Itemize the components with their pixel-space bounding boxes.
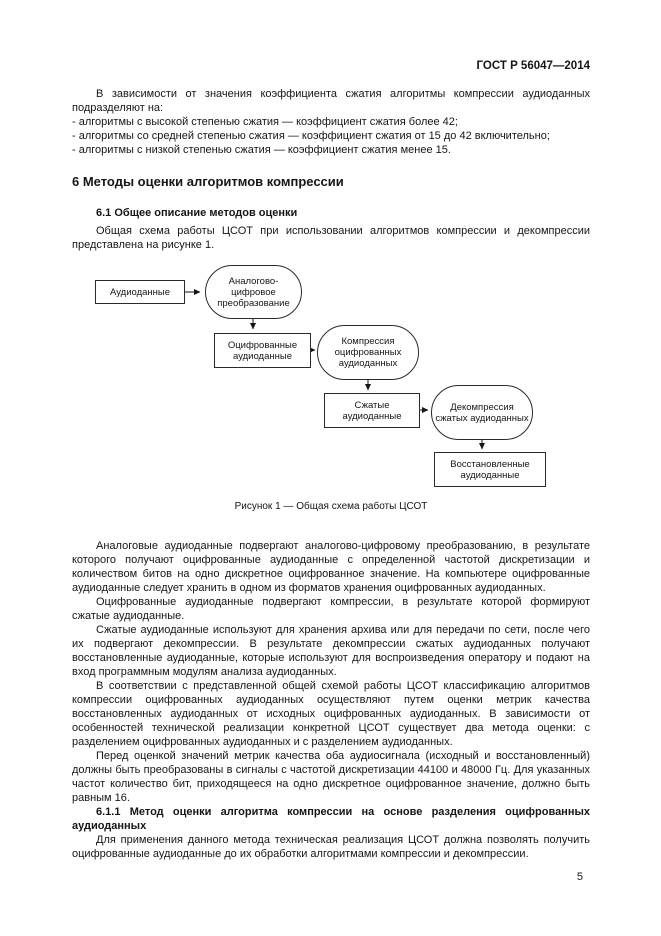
document-standard-number: ГОСТ Р 56047—2014 [476, 60, 590, 72]
section-6-1-1-paragraph: Для применения данного метода техническая реализация ЦСОТ должна позволять получить оцифрованные аудиоданные до их обработки алгоритмами компрессии и декомпрессии. [72, 834, 590, 860]
flow-node-audio-data [95, 280, 185, 304]
list-item-low-compression: - алгоритмы с низкой степенью сжатия — коэффициент сжатия менее 15. [72, 144, 451, 156]
body-text [72, 539, 590, 861]
section-6-title: 6 Методы оценки алгоритмов компрессии [72, 174, 344, 189]
flow-node-label: Оцифрованные аудиоданные [227, 339, 298, 362]
body-paragraph: Аналоговые аудиоданные подвергают аналогово-цифровому преобразованию, в результате которого получают оцифрованные аудиоданные с определенной частотой дискретизации и количеством битов на одно дискретное оцифрованное значение. На компьютере оцифрованные аудиоданные следует хранить в одном из форматов хранения оцифрованных аудиоданных. [72, 540, 590, 594]
flow-node-label: Восстановленные аудиоданные [450, 458, 530, 481]
flow-node-label: Компрессия оцифрованных аудиоданных [334, 336, 402, 369]
flow-node-digitized-data [214, 333, 311, 368]
flow-node-label: Аудиоданные [109, 286, 171, 298]
page-number: 5 [576, 871, 583, 883]
body-paragraph: В соответствии с представленной общей схемой работы ЦСОТ классификацию алгоритмов компрессии оцифрованных аудиоданных осуществляют путем оценки метрик качества восстановленных аудиоданных от исходных оцифрованных аудиоданных. В зависимости от особенностей технической реализации конкретной ЦСОТ существует два метода оценки: с разделением оцифрованных аудиоданных и с разделением аудиоданных. [72, 680, 590, 748]
section-6-1-intro: Общая схема работы ЦСОТ при использовании алгоритмов компрессии и декомпрессии представлена на рисунке 1. [72, 225, 590, 251]
flow-node-decompression [431, 385, 533, 440]
compression-classes-lead: В зависимости от значения коэффициента сжатия алгоритмы компрессии аудиоданных подразделяют на: [72, 88, 590, 114]
section-6-1-title: 6.1 Общее описание методов оценки [96, 207, 298, 219]
flow-node-label: Сжатые аудиоданные [342, 399, 402, 422]
flow-node-compressed-data [324, 393, 420, 428]
body-paragraph: Оцифрованные аудиоданные подвергают компрессии, в результате которой формируют сжатые аудиоданные. [72, 596, 590, 622]
list-item-medium-compression: - алгоритмы со средней степенью сжатия — коэффициент сжатия от 15 до 42 включительно; [72, 130, 550, 142]
figure-1-diagram [72, 263, 590, 489]
flow-node-adc [205, 265, 302, 319]
figure-1-caption: Рисунок 1 — Общая схема работы ЦСОТ [234, 501, 428, 512]
page-content [72, 60, 590, 861]
flow-node-restored-data [434, 452, 546, 487]
compression-classes-list [72, 115, 590, 157]
flow-node-label: Аналогово-цифровое преобразование [217, 275, 290, 309]
body-paragraph: Перед оценкой значений метрик качества оба аудиосигнала (исходный и восстановленный) должны быть преобразованы в сигналы с частотой дискретизации 44100 и 48000 Гц. Для указанных частот количество бит, приходящееся на одно дискретное оцифрованное значение, должно быть равным 16. [72, 750, 590, 804]
section-6-1-1-title: 6.1.1 Метод оценки алгоритма компрессии на основе разделения оцифрованных аудиоданных [72, 806, 590, 832]
flow-node-label: Декомпрессия сжатых аудиоданных [435, 401, 529, 424]
list-item-high-compression: - алгоритмы с высокой степенью сжатия — коэффициент сжатия более 42; [72, 116, 458, 128]
body-paragraph: Сжатые аудиоданные используют для хранения архива или для передачи по сети, после чего их подвергают декомпрессии. В результате декомпрессии сжатых аудиоданных получают восстановленные аудиоданные, которые используют для воспроизведения оператору и подают на вход программным модулям анализа аудиоданных. [72, 624, 590, 678]
flow-node-compression [317, 325, 419, 380]
